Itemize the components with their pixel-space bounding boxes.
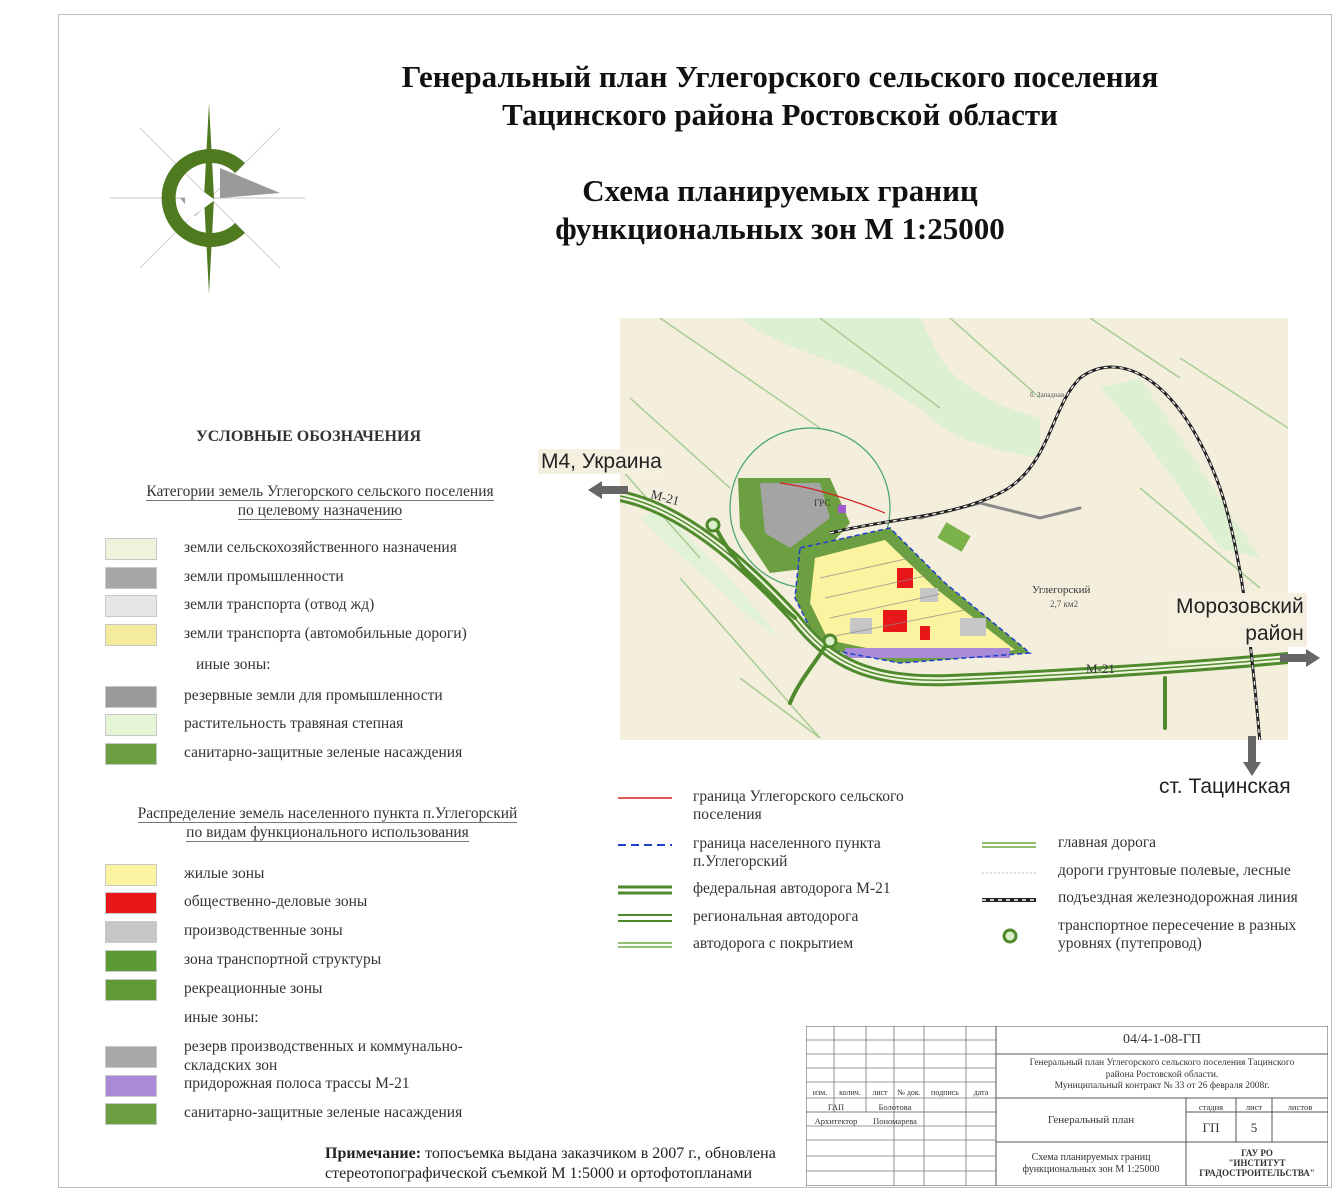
settlement-zone-0-swatch [105,864,157,886]
stamp-code: 04/4-1-08-ГП [1122,1032,1202,1047]
settlement-zone-4-swatch [105,979,157,1001]
road-label-m21-west: М-21 [649,486,682,509]
arrow-south-icon [1241,736,1263,776]
road-label-m21-east: М-21 [1086,661,1115,676]
settlement-other-0-swatch [105,1046,157,1068]
ravine-label: б. Западная [1030,391,1065,399]
direction-south-label: ст. Тацинская [1159,775,1291,798]
settlement-other-2-label: санитарно-защитные зеленые насаждения [184,1104,463,1121]
line-legend-0-label: граница Углегорского сельского поселения [693,788,904,823]
land-other-zones-label: иные зоны: [196,656,271,673]
stamp-role-gap: ГАП [827,1102,845,1112]
line-symbol-3-icon [618,912,672,924]
line-legend-4-label: автодорога с покрытием [693,935,854,952]
settlement-zone-3-swatch [105,950,157,972]
stamp-organization: ГАУ РО "ИНСТИТУТ ГРАДОСТРОИТЕЛЬСТВА" [1199,1148,1315,1178]
settlement-other-1-label: придорожная полоса трассы М-21 [184,1075,410,1092]
line-legend-2-label: федеральная автодорога М-21 [693,880,891,897]
functional-zones-map [620,318,1288,740]
grs-label: ГРС [814,498,831,508]
land-category-0-swatch [105,538,157,560]
stamp-sheet: 5 [1250,1120,1258,1135]
plan-title: Генеральный план Углегорского сельского поселения Тацинского района Ростовской области [401,59,1159,132]
direction-east-label: Морозовский район [1173,593,1307,647]
line-legend-1-label: граница населенного пункта п.Углегорский [693,835,881,870]
stamp-col-list: лист [872,1088,888,1097]
line2-symbol-3-icon [982,920,1036,946]
settlement-area-label: 2,7 км2 [1050,599,1079,609]
land-category-1-swatch [105,567,157,589]
line-symbol-0-icon [618,792,672,804]
settlement-other-1-swatch [105,1075,157,1097]
land-other-1-label: растительность травяная степная [184,715,404,732]
settlement-zone-3-label: зона транспортной структуры [184,951,382,968]
line-symbol-2-icon [618,884,672,896]
land-other-0-swatch [105,686,157,708]
land-other-0-label: резервные земли для промышленности [184,687,443,704]
stamp-sheet-label: лист [1245,1102,1263,1112]
stamp-col-podpis: подпись [931,1088,959,1097]
line-legend-3-label: региональная автодорога [693,908,859,925]
settlement-other-0-line2-label: складских зон [184,1057,278,1074]
arrow-east-icon [1280,647,1320,669]
land-category-3-label: земли транспорта (автомобильные дороги) [184,625,467,642]
line2-legend-3-label: транспортное пересечение в разных уровнях (путепровод) [1058,917,1297,952]
stamp-stage: ГП [1202,1120,1220,1135]
stamp-name-bolotova: Болотова [878,1102,912,1112]
settlement-other-zones-label: иные зоны: [184,1009,259,1026]
direction-west-label: М4, Украина [538,449,665,474]
settlement-zone-0-label: жилые зоны [184,865,265,882]
settlement-zone-1-label: общественно-деловые зоны [184,893,368,910]
settlement-other-2-swatch [105,1103,157,1125]
stamp-sheet-title: Схема планируемых границ функциональных зон М 1:25000 [1022,1152,1160,1175]
stamp-doc-name: Генеральный план [1047,1114,1135,1126]
land-category-0-label: земли сельскохозяйственного назначения [184,539,457,556]
stamp-col-doc: № док. [897,1088,921,1097]
land-other-2-label: санитарно-защитные зеленые насаждения [184,744,463,761]
land-category-2-swatch [105,595,157,617]
settlement-zone-1-swatch [105,892,157,914]
legend-heading: УСЛОВНЫЕ ОБОЗНАЧЕНИЯ [196,428,421,445]
line2-legend-2-label: подъездная железнодорожная линия [1058,889,1298,906]
land-category-3-swatch [105,624,157,646]
arrow-west-icon [588,479,628,501]
line2-symbol-2-icon [982,892,1036,908]
line2-symbol-1-icon [982,865,1036,881]
settlement-zone-2-swatch [105,921,157,943]
stamp-col-kolich: колич. [839,1088,861,1097]
line2-legend-1-label: дороги грунтовые полевые, лесные [1058,862,1291,879]
line2-symbol-0-icon [982,837,1036,853]
settlement-zone-2-label: производственные зоны [184,922,343,939]
stamp-stage-label: стадия [1198,1102,1224,1112]
settlement-distribution-heading: Распределение земель населенного пункта п.Углегорский по видам функционального использования [137,805,518,841]
land-other-2-swatch [105,743,157,765]
scheme-title: Схема планируемых границ функциональных зон М 1:25000 [555,173,1005,246]
land-category-1-label: земли промышленности [184,568,344,585]
note: Примечание: топосъемка выдана заказчиком в 2007 г., обновлена стереотопографической съемкой М 1:5000 и ортофотопланами [325,1145,776,1182]
land-category-2-label: земли транспорта (отвод жд) [184,596,375,613]
line-symbol-4-icon [618,939,672,951]
settlement-zone-4-label: рекреационные зоны [184,980,323,997]
stamp-role-architect: Архитектор [814,1116,858,1126]
title-block-text [806,1026,1328,1186]
land-categories-heading: Категории земель Углегорского сельского поселения по целевому назначению [146,483,494,519]
stamp-name-ponomareva: Пономарева [873,1116,917,1126]
land-other-1-swatch [105,714,157,736]
stamp-project: Генеральный план Углегорского сельского поселения Тацинского района Ростовской области. Муниципальный контракт № 33 от 26 февраля 2008г. [1029,1058,1295,1091]
settlement-other-0-label: резерв производственных и коммунально- [184,1038,463,1055]
stamp-col-izm: изм. [812,1088,828,1097]
line2-legend-0-label: главная дорога [1058,834,1157,851]
compass-rose-logo-icon [105,98,315,298]
stamp-col-data: дата [973,1088,989,1097]
settlement-label: Углегорский [1032,584,1091,596]
line-symbol-1-icon [618,839,672,851]
stamp-sheets-label: листов [1287,1102,1313,1112]
